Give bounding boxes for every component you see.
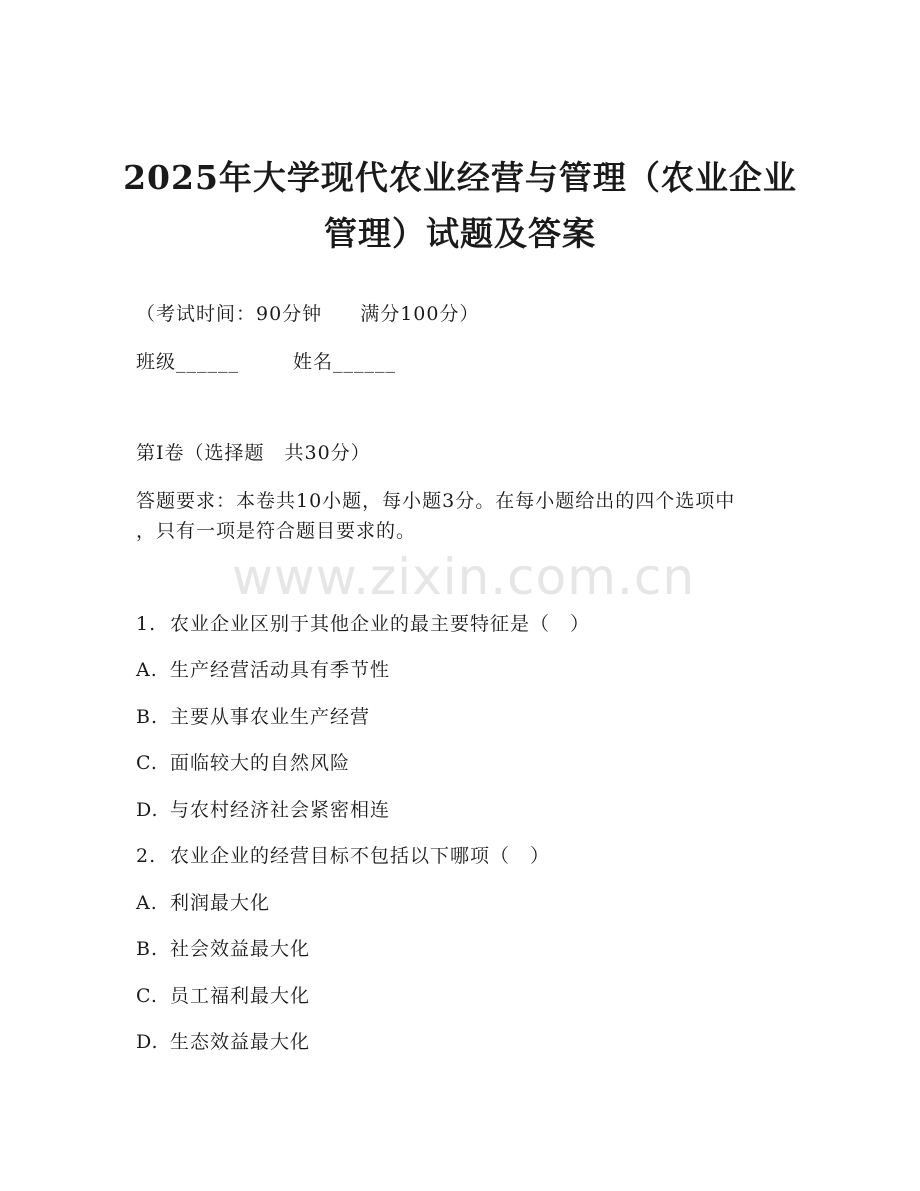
option-label: A. xyxy=(136,659,158,681)
exam-meta xyxy=(136,302,479,326)
option-label: D. xyxy=(136,799,159,821)
section-requirement-line-2: ，只有一项是符合题目要求的。 xyxy=(136,520,417,542)
option-label: B. xyxy=(136,706,159,728)
question-2-option-b xyxy=(136,937,310,961)
option-text: 主要从事农业生产经营 xyxy=(170,706,371,728)
name-field: 姓名______ xyxy=(293,351,397,373)
option-label: C. xyxy=(136,985,158,1007)
title-line-1: 2025年大学现代农业经营与管理（农业企业 xyxy=(123,158,797,197)
question-2 xyxy=(136,844,550,868)
exam-full-score: 满分100分） xyxy=(360,303,480,325)
option-text: 与农村经济社会紧密相连 xyxy=(170,799,391,821)
question-2-option-d xyxy=(136,1030,310,1054)
student-fields xyxy=(136,350,396,374)
option-text: 面临较大的自然风险 xyxy=(170,752,351,774)
option-label: D. xyxy=(136,1031,159,1053)
option-label: B. xyxy=(136,938,159,960)
question-1-option-a xyxy=(136,658,390,682)
document-title xyxy=(60,150,860,262)
section-requirement-line-1: 答题要求：本卷共10小题，每小题3分。在每小题给出的四个选项中 xyxy=(136,490,736,512)
option-label: C. xyxy=(136,752,158,774)
section-heading: 第I卷（选择题 共30分） xyxy=(136,442,371,464)
option-text: 利润最大化 xyxy=(170,892,271,914)
option-text: 社会效益最大化 xyxy=(170,938,311,960)
exam-time: （考试时间：90分钟 xyxy=(136,303,323,325)
class-field: 班级______ xyxy=(136,351,240,373)
question-1-option-d xyxy=(136,798,390,822)
question-number: 2. xyxy=(136,845,157,867)
option-text: 生态效益最大化 xyxy=(170,1031,311,1053)
question-text: 农业企业区别于其他企业的最主要特征是（ ） xyxy=(170,613,591,635)
option-text: 生产经营活动具有季节性 xyxy=(170,659,391,681)
question-1 xyxy=(136,612,590,636)
title-line-2: 管理）试题及答案 xyxy=(324,214,596,253)
question-number: 1. xyxy=(136,613,157,635)
question-2-option-a xyxy=(136,891,270,915)
question-1-option-b xyxy=(136,705,370,729)
option-label: A. xyxy=(136,892,158,914)
question-1-option-c xyxy=(136,751,350,775)
question-2-option-c xyxy=(136,984,310,1008)
watermark: www.zixin.com.cn xyxy=(232,548,696,606)
option-text: 员工福利最大化 xyxy=(170,985,311,1007)
question-text: 农业企业的经营目标不包括以下哪项（ ） xyxy=(170,845,551,867)
